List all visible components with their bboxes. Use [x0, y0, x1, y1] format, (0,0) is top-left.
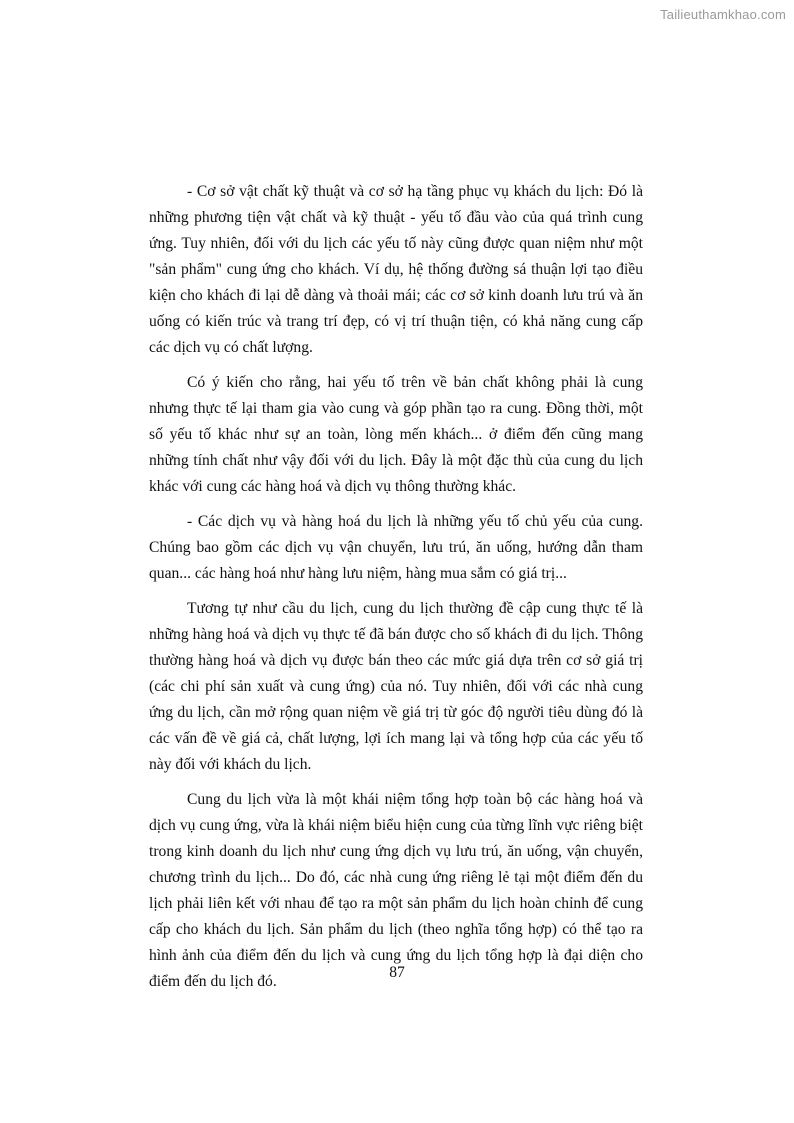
page-number: 87 [389, 964, 405, 981]
paragraph-services-goods: - Các dịch vụ và hàng hoá du lịch là những yếu tố chủ yếu của cung. Chúng bao gồm các dịch vụ vận chuyển, lưu trú, ăn uống, hướng dẫn tham quan... các hàng hoá như hàng lưu niệm, hàng mua sắm có giá trị... [149, 513, 643, 582]
paragraph-infrastructure: - Cơ sở vật chất kỹ thuật và cơ sở hạ tầng phục vụ khách du lịch: Đó là những phương tiện vật chất và kỹ thuật - yếu tố đầu vào của quá trình cung ứng. Tuy nhiên, đối với du lịch các yếu tố này cũng được quan niệm như một "sản phẩm" cung ứng cho khách. Ví dụ, hệ thống đường sá thuận lợi tạo điều kiện cho khách đi lại dễ dàng và thoải mái; các cơ sở kinh doanh lưu trú và ăn uống có kiến trúc và trang trí đẹp, có vị trí thuận tiện, có khả năng cung cấp các dịch vụ có chất lượng. [149, 183, 643, 356]
paragraph-tourism-supply-concept: Cung du lịch vừa là một khái niệm tổng hợp toàn bộ các hàng hoá và dịch vụ cung ứng, vừa là khái niệm biểu hiện cung của từng lĩnh vực riêng biệt trong kinh doanh du lịch như cung ứng dịch vụ lưu trú, ăn uống, vận chuyển, chương trình du lịch... Do đó, các nhà cung ứng riêng lẻ tại một điểm đến du lịch phải liên kết với nhau để tạo ra một sản phẩm du lịch hoàn chỉnh để cung cấp cho khách du lịch. Sản phẩm du lịch (theo nghĩa tổng hợp) có thể tạo ra hình ảnh của điểm đến du lịch và cung ứng du lịch tổng hợp là đại diện cho điểm đến du lịch đó. [149, 791, 643, 990]
paragraph-opinion: Có ý kiến cho rằng, hai yếu tố trên về bản chất không phải là cung nhưng thực tế lại tham gia vào cung và góp phần tạo ra cung. Đồng thời, một số yếu tố khác như sự an toàn, lòng mến khách... ở điểm đến cũng mang những tính chất như vậy đối với du lịch. Đây là một đặc thù của cung du lịch khác với cung các hàng hoá và dịch vụ thông thường khác. [149, 374, 643, 495]
watermark-text: Tailieuthamkhao.com [660, 7, 786, 22]
document-body [149, 179, 643, 1004]
paragraph-actual-supply: Tương tự như cầu du lịch, cung du lịch thường đề cập cung thực tế là những hàng hoá và dịch vụ thực tế đã bán được cho số khách đi du lịch. Thông thường hàng hoá và dịch vụ được bán theo các mức giá dựa trên cơ sở giá trị (các chi phí sản xuất và cung ứng) của nó. Tuy nhiên, đối với các nhà cung ứng du lịch, cần mở rộng quan niệm về giá trị từ góc độ người tiêu dùng đó là các vấn đề về giá cả, chất lượng, lợi ích mang lại và tổng hợp của các yếu tố này đối với khách du lịch. [149, 600, 643, 773]
